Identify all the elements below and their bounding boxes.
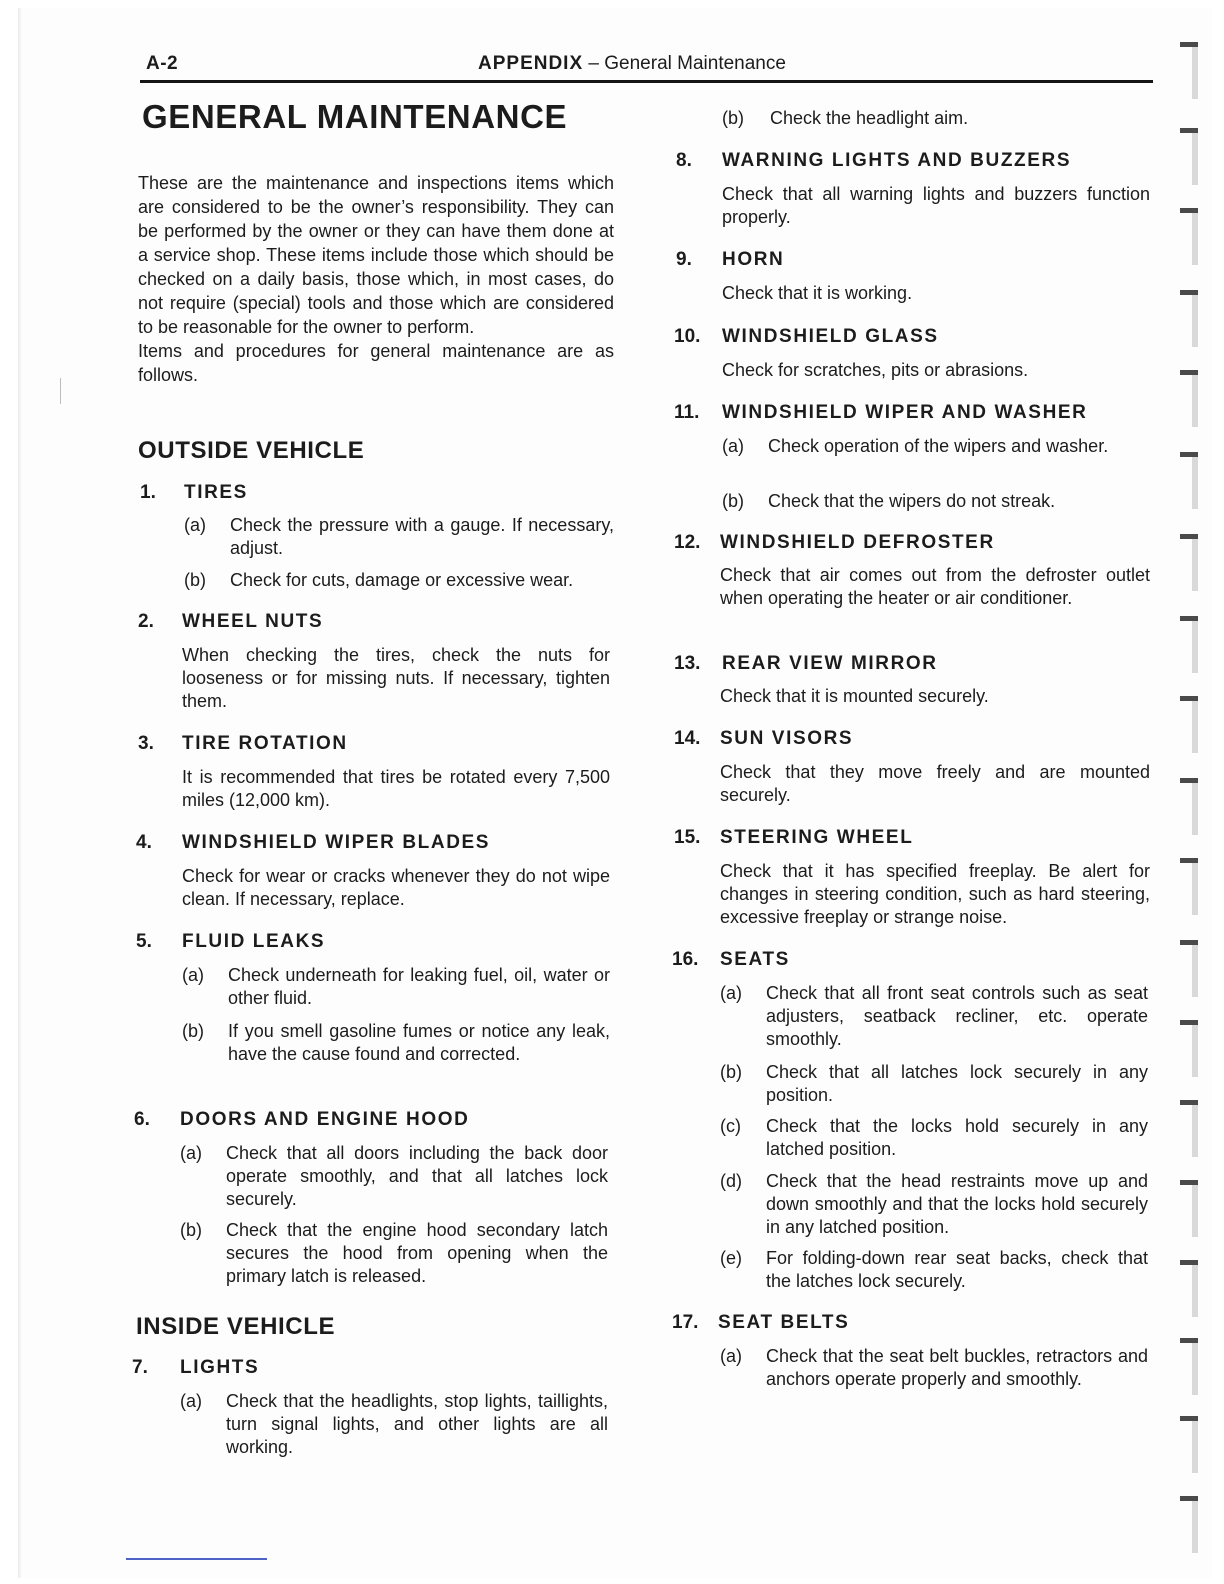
index-tab (1180, 1180, 1198, 1237)
index-tab (1180, 1260, 1198, 1317)
item-title: WHEEL NUTS (182, 611, 324, 632)
sub-item-label: (b) (720, 1062, 742, 1082)
sub-item-text: Check the pressure with a gauge. If necessary, adjust. (230, 515, 614, 558)
item-title: WARNING LIGHTS AND BUZZERS (722, 150, 1072, 171)
sub-item-text: Check that the locks hold securely in any latched position. (766, 1116, 1148, 1159)
index-tab (1180, 940, 1198, 997)
sub-item-text: Check that all doors including the back door operate smoothly, and that all latches lock securely. (226, 1143, 608, 1209)
index-tab (1180, 290, 1198, 347)
scan-mark (60, 378, 61, 404)
item-title: SEAT BELTS (718, 1312, 850, 1333)
index-tab (1180, 696, 1198, 753)
header-separator: – (583, 53, 605, 74)
item-title: WINDSHIELD DEFROSTER (720, 532, 995, 553)
index-tab (1180, 370, 1198, 427)
item-text: Check that air comes out from the defroster outlet when operating the heater or air conditioner. (720, 565, 1150, 608)
section-inside-vehicle: INSIDE VEHICLE (136, 1313, 336, 1340)
running-header (146, 53, 1151, 79)
header-rule (140, 80, 1153, 83)
sub-item-label: (a) (720, 983, 742, 1003)
sub-item-label: (b) (180, 1220, 202, 1240)
item-text: When checking the tires, check the nuts for looseness or for missing nuts. If necessary, tighten them. (182, 645, 610, 711)
sub-item-label: (a) (180, 1391, 202, 1411)
item-number: 3. (138, 733, 154, 754)
sub-item-text: Check for cuts, damage or excessive wear. (230, 570, 574, 590)
sub-item-label: (b) (182, 1021, 204, 1041)
scan-edge (18, 8, 22, 1578)
item-number: 15. (674, 827, 701, 848)
item-number: 9. (676, 249, 692, 270)
index-tab (1180, 42, 1198, 99)
item-text: Check that all warning lights and buzzers function properly. (722, 184, 1150, 227)
sub-item-label: (a) (182, 965, 204, 985)
item-number: 17. (672, 1312, 699, 1333)
header-subtitle: General Maintenance (604, 53, 786, 74)
item-number: 16. (672, 949, 699, 970)
sub-item-text: Check that the wipers do not streak. (768, 491, 1056, 511)
sub-item-label: (c) (720, 1116, 741, 1136)
page-title: GENERAL MAINTENANCE (142, 98, 568, 135)
index-tab (1180, 1416, 1198, 1473)
item-title: WINDSHIELD WIPER AND WASHER (722, 402, 1088, 423)
item-number: 5. (136, 931, 152, 952)
item-text: It is recommended that tires be rotated every 7,500 miles (12,000 km). (182, 767, 610, 810)
item-title: REAR VIEW MIRROR (722, 653, 938, 674)
sub-item-label: (b) (184, 570, 206, 590)
item-number: 2. (138, 611, 154, 632)
sub-item-label: (d) (720, 1171, 742, 1191)
index-tab (1180, 534, 1198, 591)
index-tab (1180, 616, 1198, 673)
item-number: 10. (674, 326, 701, 347)
sub-item-label: (b) (722, 108, 744, 128)
item-title: WINDSHIELD GLASS (722, 326, 939, 347)
intro-paragraph: Items and procedures for general maintenance are as follows. (138, 341, 614, 385)
sub-item-text: Check that all front seat controls such as seat adjusters, seatback recliner, etc. operate smoothly. (766, 983, 1148, 1049)
section-outside-vehicle: OUTSIDE VEHICLE (138, 437, 365, 464)
index-tabs (1180, 42, 1204, 1572)
sub-item-label: (a) (722, 436, 744, 456)
intro (138, 171, 614, 387)
item-title: LIGHTS (180, 1357, 260, 1378)
item-number: 11. (674, 402, 700, 423)
item-number: 7. (132, 1357, 148, 1378)
index-tab (1180, 858, 1198, 915)
sub-item-text: Check that the headlights, stop lights, taillights, turn signal lights, and other lights are all working. (226, 1391, 608, 1457)
sub-item-text: Check that the engine hood secondary latch secures the hood from opening when the primary latch is released. (226, 1220, 608, 1286)
item-number: 8. (676, 150, 692, 171)
sub-item-text: Check the headlight aim. (770, 108, 969, 128)
header-section: APPENDIX (478, 53, 584, 74)
item-number: 4. (136, 832, 152, 853)
item-number: 1. (140, 482, 156, 503)
sub-item-label: (a) (720, 1346, 742, 1366)
item-title: HORN (722, 249, 785, 270)
item-text: Check for scratches, pits or abrasions. (722, 360, 1029, 380)
item-number: 6. (134, 1109, 150, 1130)
index-tab (1180, 452, 1198, 509)
page-number: A-2 (146, 53, 179, 74)
sub-item-text: Check that the seat belt buckles, retractors and anchors operate properly and smoothly. (766, 1346, 1148, 1389)
item-title: TIRE ROTATION (182, 733, 348, 754)
index-tab (1180, 778, 1198, 835)
item-number: 14. (674, 728, 701, 749)
item-title: TIRES (184, 482, 248, 503)
item-title: FLUID LEAKS (182, 931, 326, 952)
item-text: Check that it has specified freeplay. Be alert for changes in steering condition, such as hard steering, excessive freeplay or strange noise. (720, 861, 1150, 927)
intro-paragraph: These are the maintenance and inspections items which are considered to be the owner’s responsibility. They can be performed by the owner or they can have them done at a service shop. These items include those which should be checked on a daily basis, those which, in most cases, do not require (special) tools and those which are considered to be reasonable for the owner to perform. (138, 173, 614, 337)
sub-item-text: For folding-down rear seat backs, check that the latches lock securely. (766, 1248, 1148, 1291)
item-title: SUN VISORS (720, 728, 854, 749)
sub-item-text: Check underneath for leaking fuel, oil, water or other fluid. (228, 965, 610, 1008)
sub-item-label: (a) (184, 515, 206, 535)
item-text: Check that it is mounted securely. (720, 686, 989, 706)
sub-item-label: (b) (722, 491, 744, 511)
item-title: DOORS AND ENGINE HOOD (180, 1109, 470, 1130)
sub-item-label: (e) (720, 1248, 742, 1268)
index-tab (1180, 1338, 1198, 1395)
item-number: 12. (674, 532, 701, 553)
index-tab (1180, 1020, 1198, 1077)
sub-item-text: Check that all latches lock securely in any position. (766, 1062, 1148, 1105)
index-tab (1180, 1496, 1198, 1553)
item-text: Check for wear or cracks whenever they do not wipe clean. If necessary, replace. (182, 866, 610, 909)
sub-item-label: (a) (180, 1143, 202, 1163)
index-tab (1180, 1100, 1198, 1157)
item-number: 13. (674, 653, 701, 674)
sub-item-text: If you smell gasoline fumes or notice any leak, have the cause found and corrected. (228, 1021, 610, 1064)
item-title: STEERING WHEEL (720, 827, 914, 848)
sub-item-text: Check operation of the wipers and washer. (768, 436, 1109, 456)
footer-line (126, 1558, 267, 1560)
index-tab (1180, 208, 1198, 265)
index-tab (1180, 128, 1198, 185)
item-text: Check that they move freely and are mounted securely. (720, 762, 1150, 805)
item-text: Check that it is working. (722, 283, 913, 303)
sub-item-text: Check that the head restraints move up and down smoothly and that the locks hold securely in any latched position. (766, 1171, 1148, 1237)
item-title: SEATS (720, 949, 790, 970)
header-title (478, 53, 786, 75)
item-title: WINDSHIELD WIPER BLADES (182, 832, 491, 853)
